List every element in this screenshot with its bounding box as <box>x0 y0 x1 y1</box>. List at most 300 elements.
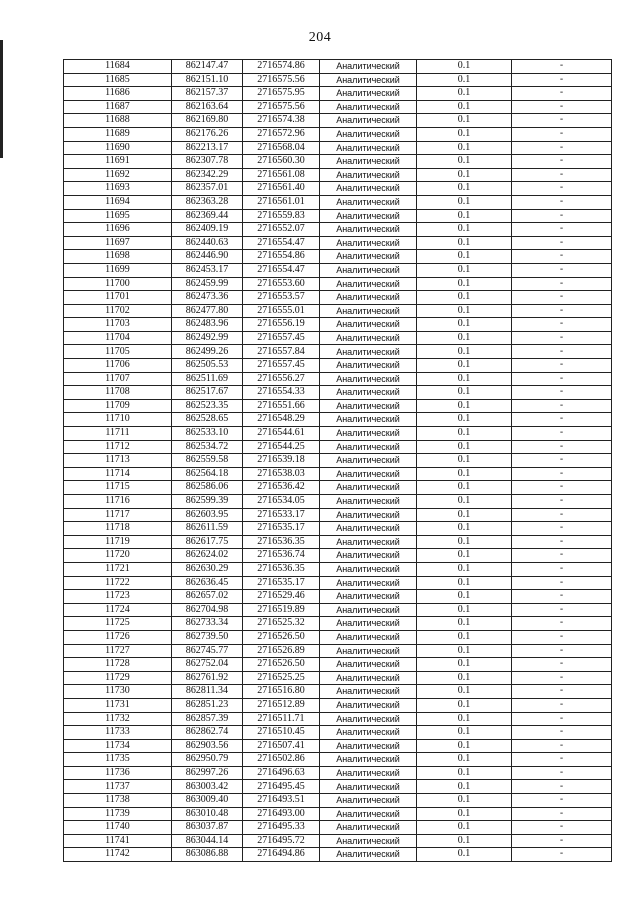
point-number-cell: 11695 <box>64 209 172 223</box>
note-cell: - <box>512 168 612 182</box>
accuracy-cell: 0.1 <box>417 127 512 141</box>
table-row <box>64 60 612 74</box>
y-coordinate-cell: 2716557.45 <box>243 359 320 373</box>
table-row <box>64 127 612 141</box>
method-cell: Аналитический <box>320 250 417 264</box>
x-coordinate-cell: 862409.19 <box>172 223 243 237</box>
x-coordinate-cell: 862611.59 <box>172 522 243 536</box>
x-coordinate-cell: 862483.96 <box>172 318 243 332</box>
method-cell: Аналитический <box>320 603 417 617</box>
note-cell: - <box>512 304 612 318</box>
y-coordinate-cell: 2716536.35 <box>243 535 320 549</box>
y-coordinate-cell: 2716516.80 <box>243 685 320 699</box>
table-row <box>64 345 612 359</box>
y-coordinate-cell: 2716511.71 <box>243 712 320 726</box>
point-number-cell: 11724 <box>64 603 172 617</box>
note-cell: - <box>512 766 612 780</box>
note-cell: - <box>512 114 612 128</box>
y-coordinate-cell: 2716553.57 <box>243 291 320 305</box>
x-coordinate-cell: 862862.74 <box>172 726 243 740</box>
accuracy-cell: 0.1 <box>417 427 512 441</box>
note-cell: - <box>512 427 612 441</box>
x-coordinate-cell: 862528.65 <box>172 413 243 427</box>
accuracy-cell: 0.1 <box>417 195 512 209</box>
table-row <box>64 617 612 631</box>
method-cell: Аналитический <box>320 263 417 277</box>
note-cell: - <box>512 794 612 808</box>
accuracy-cell: 0.1 <box>417 766 512 780</box>
x-coordinate-cell: 863037.87 <box>172 821 243 835</box>
table-row <box>64 807 612 821</box>
y-coordinate-cell: 2716574.86 <box>243 60 320 74</box>
x-coordinate-cell: 862617.75 <box>172 535 243 549</box>
method-cell: Аналитический <box>320 794 417 808</box>
point-number-cell: 11723 <box>64 590 172 604</box>
note-cell: - <box>512 155 612 169</box>
table-row <box>64 698 612 712</box>
y-coordinate-cell: 2716512.89 <box>243 698 320 712</box>
table-row <box>64 359 612 373</box>
y-coordinate-cell: 2716557.84 <box>243 345 320 359</box>
accuracy-cell: 0.1 <box>417 685 512 699</box>
point-number-cell: 11696 <box>64 223 172 237</box>
note-cell: - <box>512 726 612 740</box>
accuracy-cell: 0.1 <box>417 87 512 101</box>
accuracy-cell: 0.1 <box>417 726 512 740</box>
accuracy-cell: 0.1 <box>417 440 512 454</box>
method-cell: Аналитический <box>320 114 417 128</box>
note-cell: - <box>512 182 612 196</box>
accuracy-cell: 0.1 <box>417 467 512 481</box>
x-coordinate-cell: 862440.63 <box>172 236 243 250</box>
y-coordinate-cell: 2716568.04 <box>243 141 320 155</box>
point-number-cell: 11712 <box>64 440 172 454</box>
note-cell: - <box>512 440 612 454</box>
note-cell: - <box>512 223 612 237</box>
x-coordinate-cell: 862630.29 <box>172 562 243 576</box>
x-coordinate-cell: 862564.18 <box>172 467 243 481</box>
y-coordinate-cell: 2716529.46 <box>243 590 320 604</box>
table-row <box>64 114 612 128</box>
method-cell: Аналитический <box>320 223 417 237</box>
x-coordinate-cell: 862599.39 <box>172 495 243 509</box>
x-coordinate-cell: 862739.50 <box>172 630 243 644</box>
accuracy-cell: 0.1 <box>417 698 512 712</box>
note-cell: - <box>512 141 612 155</box>
point-number-cell: 11731 <box>64 698 172 712</box>
method-cell: Аналитический <box>320 467 417 481</box>
point-number-cell: 11733 <box>64 726 172 740</box>
accuracy-cell: 0.1 <box>417 780 512 794</box>
table-row <box>64 440 612 454</box>
table-row <box>64 834 612 848</box>
table-row <box>64 100 612 114</box>
point-number-cell: 11686 <box>64 87 172 101</box>
method-cell: Аналитический <box>320 318 417 332</box>
accuracy-cell: 0.1 <box>417 331 512 345</box>
table-row <box>64 712 612 726</box>
method-cell: Аналитический <box>320 508 417 522</box>
note-cell: - <box>512 698 612 712</box>
table-row <box>64 413 612 427</box>
point-number-cell: 11742 <box>64 848 172 862</box>
x-coordinate-cell: 862657.02 <box>172 590 243 604</box>
point-number-cell: 11726 <box>64 630 172 644</box>
note-cell: - <box>512 467 612 481</box>
y-coordinate-cell: 2716507.41 <box>243 739 320 753</box>
accuracy-cell: 0.1 <box>417 848 512 862</box>
y-coordinate-cell: 2716552.07 <box>243 223 320 237</box>
x-coordinate-cell: 862307.78 <box>172 155 243 169</box>
note-cell: - <box>512 739 612 753</box>
accuracy-cell: 0.1 <box>417 359 512 373</box>
note-cell: - <box>512 821 612 835</box>
method-cell: Аналитический <box>320 141 417 155</box>
x-coordinate-cell: 862157.37 <box>172 87 243 101</box>
point-number-cell: 11739 <box>64 807 172 821</box>
accuracy-cell: 0.1 <box>417 263 512 277</box>
x-coordinate-cell: 862446.90 <box>172 250 243 264</box>
table-row <box>64 603 612 617</box>
point-number-cell: 11730 <box>64 685 172 699</box>
method-cell: Аналитический <box>320 399 417 413</box>
note-cell: - <box>512 576 612 590</box>
note-cell: - <box>512 753 612 767</box>
x-coordinate-cell: 862492.99 <box>172 331 243 345</box>
page-number: 204 <box>308 30 332 45</box>
method-cell: Аналитический <box>320 562 417 576</box>
point-number-cell: 11735 <box>64 753 172 767</box>
point-number-cell: 11725 <box>64 617 172 631</box>
point-number-cell: 11716 <box>64 495 172 509</box>
x-coordinate-cell: 862559.58 <box>172 454 243 468</box>
accuracy-cell: 0.1 <box>417 562 512 576</box>
method-cell: Аналитический <box>320 291 417 305</box>
table-row <box>64 168 612 182</box>
y-coordinate-cell: 2716539.18 <box>243 454 320 468</box>
accuracy-cell: 0.1 <box>417 508 512 522</box>
point-number-cell: 11722 <box>64 576 172 590</box>
point-number-cell: 11697 <box>64 236 172 250</box>
point-number-cell: 11729 <box>64 671 172 685</box>
x-coordinate-cell: 862811.34 <box>172 685 243 699</box>
point-number-cell: 11728 <box>64 658 172 672</box>
accuracy-cell: 0.1 <box>417 60 512 74</box>
point-number-cell: 11737 <box>64 780 172 794</box>
point-number-cell: 11741 <box>64 834 172 848</box>
y-coordinate-cell: 2716555.01 <box>243 304 320 318</box>
table-row <box>64 304 612 318</box>
method-cell: Аналитический <box>320 209 417 223</box>
x-coordinate-cell: 862453.17 <box>172 263 243 277</box>
x-coordinate-cell: 862761.92 <box>172 671 243 685</box>
y-coordinate-cell: 2716534.05 <box>243 495 320 509</box>
method-cell: Аналитический <box>320 60 417 74</box>
table-row <box>64 630 612 644</box>
x-coordinate-cell: 862169.80 <box>172 114 243 128</box>
note-cell: - <box>512 617 612 631</box>
note-cell: - <box>512 780 612 794</box>
table-row <box>64 454 612 468</box>
point-number-cell: 11700 <box>64 277 172 291</box>
table-row <box>64 739 612 753</box>
y-coordinate-cell: 2716561.01 <box>243 195 320 209</box>
note-cell: - <box>512 318 612 332</box>
method-cell: Аналитический <box>320 427 417 441</box>
point-number-cell: 11702 <box>64 304 172 318</box>
point-number-cell: 11691 <box>64 155 172 169</box>
table-row <box>64 372 612 386</box>
y-coordinate-cell: 2716544.25 <box>243 440 320 454</box>
point-number-cell: 11740 <box>64 821 172 835</box>
method-cell: Аналитический <box>320 576 417 590</box>
y-coordinate-cell: 2716495.33 <box>243 821 320 835</box>
method-cell: Аналитический <box>320 549 417 563</box>
note-cell: - <box>512 277 612 291</box>
note-cell: - <box>512 195 612 209</box>
x-coordinate-cell: 862603.95 <box>172 508 243 522</box>
point-number-cell: 11734 <box>64 739 172 753</box>
x-coordinate-cell: 862363.28 <box>172 195 243 209</box>
accuracy-cell: 0.1 <box>417 644 512 658</box>
y-coordinate-cell: 2716561.08 <box>243 168 320 182</box>
y-coordinate-cell: 2716553.60 <box>243 277 320 291</box>
accuracy-cell: 0.1 <box>417 821 512 835</box>
accuracy-cell: 0.1 <box>417 345 512 359</box>
method-cell: Аналитический <box>320 127 417 141</box>
note-cell: - <box>512 127 612 141</box>
y-coordinate-cell: 2716554.86 <box>243 250 320 264</box>
y-coordinate-cell: 2716554.47 <box>243 263 320 277</box>
y-coordinate-cell: 2716544.61 <box>243 427 320 441</box>
accuracy-cell: 0.1 <box>417 522 512 536</box>
table-row <box>64 848 612 862</box>
point-number-cell: 11738 <box>64 794 172 808</box>
x-coordinate-cell: 862505.53 <box>172 359 243 373</box>
point-number-cell: 11699 <box>64 263 172 277</box>
note-cell: - <box>512 60 612 74</box>
note-cell: - <box>512 508 612 522</box>
accuracy-cell: 0.1 <box>417 712 512 726</box>
y-coordinate-cell: 2716495.45 <box>243 780 320 794</box>
note-cell: - <box>512 87 612 101</box>
method-cell: Аналитический <box>320 522 417 536</box>
x-coordinate-cell: 862523.35 <box>172 399 243 413</box>
note-cell: - <box>512 359 612 373</box>
table-row <box>64 386 612 400</box>
x-coordinate-cell: 862147.47 <box>172 60 243 74</box>
point-number-cell: 11717 <box>64 508 172 522</box>
table-row <box>64 291 612 305</box>
point-number-cell: 11715 <box>64 481 172 495</box>
x-coordinate-cell: 862636.45 <box>172 576 243 590</box>
accuracy-cell: 0.1 <box>417 223 512 237</box>
note-cell: - <box>512 658 612 672</box>
x-coordinate-cell: 863009.40 <box>172 794 243 808</box>
y-coordinate-cell: 2716560.30 <box>243 155 320 169</box>
method-cell: Аналитический <box>320 495 417 509</box>
y-coordinate-cell: 2716554.33 <box>243 386 320 400</box>
method-cell: Аналитический <box>320 766 417 780</box>
note-cell: - <box>512 562 612 576</box>
accuracy-cell: 0.1 <box>417 794 512 808</box>
method-cell: Аналитический <box>320 168 417 182</box>
note-cell: - <box>512 685 612 699</box>
table-row <box>64 535 612 549</box>
table-row <box>64 685 612 699</box>
method-cell: Аналитический <box>320 644 417 658</box>
x-coordinate-cell: 862176.26 <box>172 127 243 141</box>
y-coordinate-cell: 2716556.27 <box>243 372 320 386</box>
x-coordinate-cell: 862851.23 <box>172 698 243 712</box>
method-cell: Аналитический <box>320 685 417 699</box>
method-cell: Аналитический <box>320 848 417 862</box>
table-row <box>64 481 612 495</box>
y-coordinate-cell: 2716493.00 <box>243 807 320 821</box>
x-coordinate-cell: 862477.80 <box>172 304 243 318</box>
accuracy-cell: 0.1 <box>417 304 512 318</box>
table-row <box>64 658 612 672</box>
method-cell: Аналитический <box>320 454 417 468</box>
note-cell: - <box>512 535 612 549</box>
accuracy-cell: 0.1 <box>417 168 512 182</box>
accuracy-cell: 0.1 <box>417 549 512 563</box>
table-row <box>64 182 612 196</box>
table-row <box>64 209 612 223</box>
point-number-cell: 11684 <box>64 60 172 74</box>
method-cell: Аналитический <box>320 345 417 359</box>
accuracy-cell: 0.1 <box>417 481 512 495</box>
x-coordinate-cell: 862533.10 <box>172 427 243 441</box>
point-number-cell: 11706 <box>64 359 172 373</box>
method-cell: Аналитический <box>320 658 417 672</box>
x-coordinate-cell: 862950.79 <box>172 753 243 767</box>
method-cell: Аналитический <box>320 304 417 318</box>
point-number-cell: 11718 <box>64 522 172 536</box>
x-coordinate-cell: 863086.88 <box>172 848 243 862</box>
y-coordinate-cell: 2716525.32 <box>243 617 320 631</box>
note-cell: - <box>512 399 612 413</box>
y-coordinate-cell: 2716510.45 <box>243 726 320 740</box>
method-cell: Аналитический <box>320 590 417 604</box>
accuracy-cell: 0.1 <box>417 114 512 128</box>
accuracy-cell: 0.1 <box>417 141 512 155</box>
table-row <box>64 250 612 264</box>
y-coordinate-cell: 2716572.96 <box>243 127 320 141</box>
accuracy-cell: 0.1 <box>417 155 512 169</box>
margin-rule <box>0 40 3 158</box>
table-row <box>64 318 612 332</box>
point-number-cell: 11708 <box>64 386 172 400</box>
accuracy-cell: 0.1 <box>417 739 512 753</box>
x-coordinate-cell: 862342.29 <box>172 168 243 182</box>
y-coordinate-cell: 2716502.86 <box>243 753 320 767</box>
accuracy-cell: 0.1 <box>417 671 512 685</box>
method-cell: Аналитический <box>320 155 417 169</box>
x-coordinate-cell: 862151.10 <box>172 73 243 87</box>
table-row <box>64 155 612 169</box>
method-cell: Аналитический <box>320 73 417 87</box>
x-coordinate-cell: 862369.44 <box>172 209 243 223</box>
note-cell: - <box>512 603 612 617</box>
table-row <box>64 671 612 685</box>
method-cell: Аналитический <box>320 413 417 427</box>
note-cell: - <box>512 481 612 495</box>
y-coordinate-cell: 2716493.51 <box>243 794 320 808</box>
y-coordinate-cell: 2716561.40 <box>243 182 320 196</box>
table-row <box>64 223 612 237</box>
y-coordinate-cell: 2716575.56 <box>243 73 320 87</box>
accuracy-cell: 0.1 <box>417 807 512 821</box>
point-number-cell: 11694 <box>64 195 172 209</box>
method-cell: Аналитический <box>320 100 417 114</box>
point-number-cell: 11714 <box>64 467 172 481</box>
y-coordinate-cell: 2716519.89 <box>243 603 320 617</box>
point-number-cell: 11693 <box>64 182 172 196</box>
point-number-cell: 11687 <box>64 100 172 114</box>
y-coordinate-cell: 2716575.56 <box>243 100 320 114</box>
note-cell: - <box>512 73 612 87</box>
table-row <box>64 399 612 413</box>
method-cell: Аналитический <box>320 671 417 685</box>
note-cell: - <box>512 386 612 400</box>
table-row <box>64 562 612 576</box>
table-row <box>64 549 612 563</box>
point-number-cell: 11692 <box>64 168 172 182</box>
accuracy-cell: 0.1 <box>417 209 512 223</box>
table-row <box>64 495 612 509</box>
table-row <box>64 821 612 835</box>
point-number-cell: 11721 <box>64 562 172 576</box>
y-coordinate-cell: 2716535.17 <box>243 576 320 590</box>
accuracy-cell: 0.1 <box>417 454 512 468</box>
method-cell: Аналитический <box>320 372 417 386</box>
note-cell: - <box>512 345 612 359</box>
accuracy-cell: 0.1 <box>417 182 512 196</box>
x-coordinate-cell: 862163.64 <box>172 100 243 114</box>
x-coordinate-cell: 862459.99 <box>172 277 243 291</box>
method-cell: Аналитический <box>320 821 417 835</box>
point-number-cell: 11705 <box>64 345 172 359</box>
method-cell: Аналитический <box>320 386 417 400</box>
method-cell: Аналитический <box>320 807 417 821</box>
y-coordinate-cell: 2716538.03 <box>243 467 320 481</box>
x-coordinate-cell: 862745.77 <box>172 644 243 658</box>
x-coordinate-cell: 863010.48 <box>172 807 243 821</box>
y-coordinate-cell: 2716554.47 <box>243 236 320 250</box>
accuracy-cell: 0.1 <box>417 73 512 87</box>
accuracy-cell: 0.1 <box>417 630 512 644</box>
accuracy-cell: 0.1 <box>417 753 512 767</box>
point-number-cell: 11701 <box>64 291 172 305</box>
y-coordinate-cell: 2716557.45 <box>243 331 320 345</box>
y-coordinate-cell: 2716526.50 <box>243 658 320 672</box>
note-cell: - <box>512 644 612 658</box>
y-coordinate-cell: 2716535.17 <box>243 522 320 536</box>
coordinates-table <box>63 59 612 862</box>
y-coordinate-cell: 2716496.63 <box>243 766 320 780</box>
x-coordinate-cell: 862624.02 <box>172 549 243 563</box>
point-number-cell: 11707 <box>64 372 172 386</box>
note-cell: - <box>512 834 612 848</box>
table-row <box>64 726 612 740</box>
method-cell: Аналитический <box>320 277 417 291</box>
y-coordinate-cell: 2716556.19 <box>243 318 320 332</box>
method-cell: Аналитический <box>320 535 417 549</box>
table-row <box>64 780 612 794</box>
note-cell: - <box>512 209 612 223</box>
x-coordinate-cell: 863044.14 <box>172 834 243 848</box>
